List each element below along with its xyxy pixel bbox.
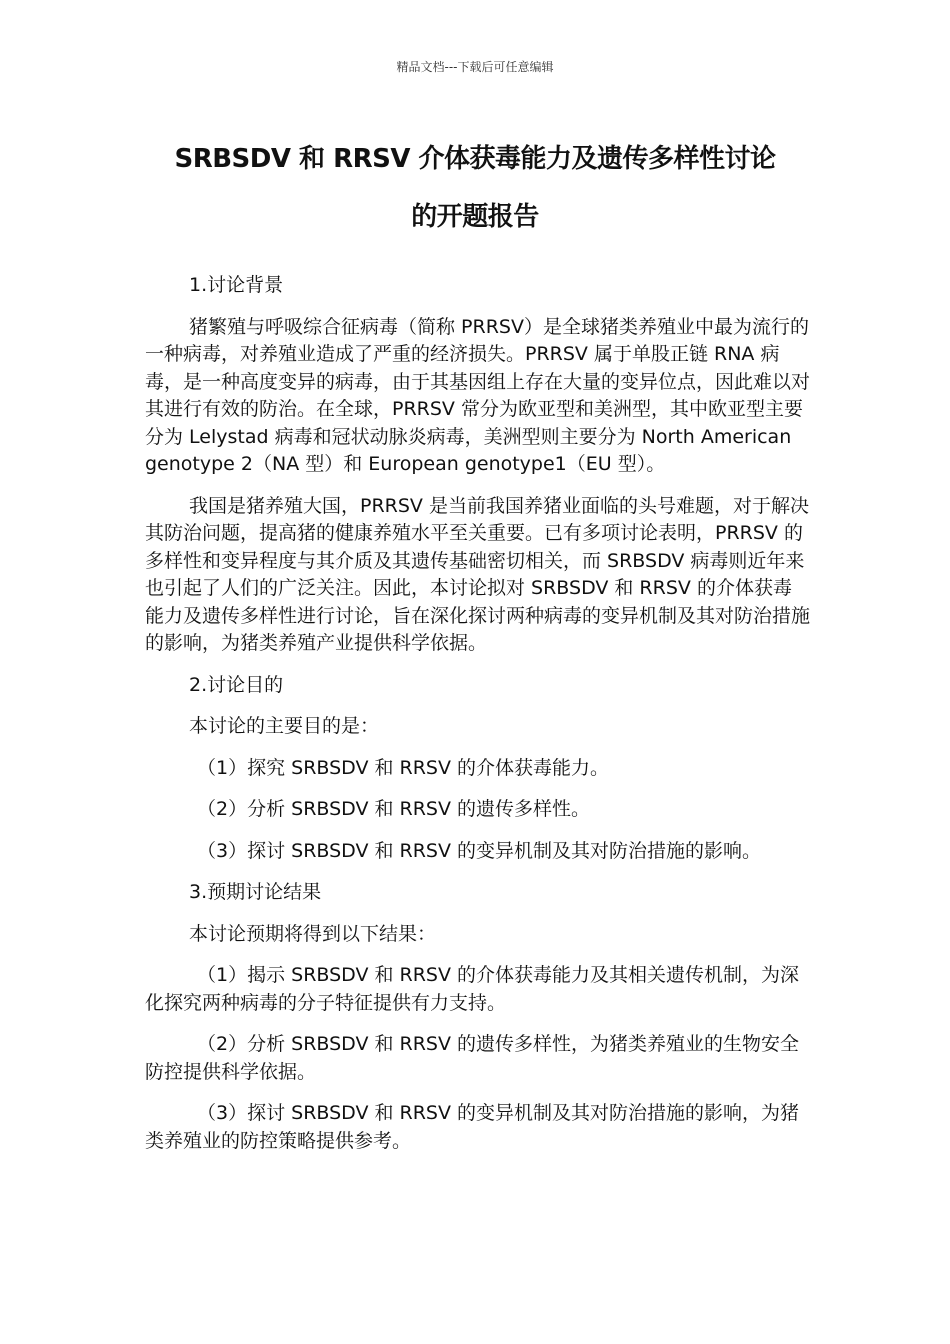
section-3-item-3: （3）探讨 SRBSDV 和 RRSV 的变异机制及其对防治措施的影响，为猪类养殖业的防控策略提供参考。 <box>145 1102 800 1152</box>
section-3-heading: 3.预期讨论结果 <box>189 881 322 903</box>
document-body <box>145 272 810 1155</box>
section-3-intro: 本讨论预期将得到以下结果： <box>189 922 437 945</box>
section-1-paragraph-2: 我国是猪养殖大国，PRRSV 是当前我国养猪业面临的头号难题，对于解决其防治问题，提高猪的健康养殖水平至关重要。已有多项讨论表明，PRRSV 的多样性和变异程度与其介质及其遗传基础密切相关，而 SRBSDV 病毒则近年来也引起了人们的广泛关注。因此，本讨论拟对 SRBSDV 和 RRSV 的介体获毒能力及遗传多样性进行讨论，旨在深化探讨两种病毒的变异机制及其对防治措施的影响，为猪类养殖产业提供科学依据。 <box>145 494 811 654</box>
title-line-2: 的开题报告 <box>411 202 539 232</box>
title-line-1: SRBSDV 和 RRSV 介体获毒能力及遗传多样性讨论 <box>174 144 776 174</box>
section-1-paragraph-1: 猪繁殖与呼吸综合征病毒（简称 PRRSV）是全球猪类养殖业中最为流行的一种病毒，对养殖业造成了严重的经济损失。PRRSV 属于单股正链 RNA 病毒，是一种高度变异的病毒，由于其基因组上存在大量的变异位点，因此难以对其进行有效的防治。在全球，PRRSV 常分为欧亚型和美洲型，其中欧亚型主要分为 Lelystad 病毒和冠状动脉炎病毒，美洲型则主要分为 North American genotype 2（NA 型）和 European genotype1（EU 型）。 <box>145 315 811 475</box>
section-2-item-2: （2）分析 SRBSDV 和 RRSV 的遗传多样性。 <box>197 798 591 820</box>
section-2-item-1: （1）探究 SRBSDV 和 RRSV 的介体获毒能力。 <box>197 756 610 779</box>
section-3-item-1: （1）揭示 SRBSDV 和 RRSV 的介体获毒能力及其相关遗传机制，为深化探究两种病毒的分子特征提供有力支持。 <box>145 964 800 1014</box>
section-2-item-3: （3）探讨 SRBSDV 和 RRSV 的变异机制及其对防治措施的影响。 <box>197 839 762 862</box>
section-1-heading: 1.讨论背景 <box>189 274 284 296</box>
section-2-heading: 2.讨论目的 <box>189 673 284 696</box>
header-note: 精品文档---下载后可任意编辑 <box>396 60 554 74</box>
section-3-item-2: （2）分析 SRBSDV 和 RRSV 的遗传多样性，为猪类养殖业的生物安全防控提供科学依据。 <box>145 1033 800 1083</box>
section-2-intro: 本讨论的主要目的是： <box>189 715 380 737</box>
